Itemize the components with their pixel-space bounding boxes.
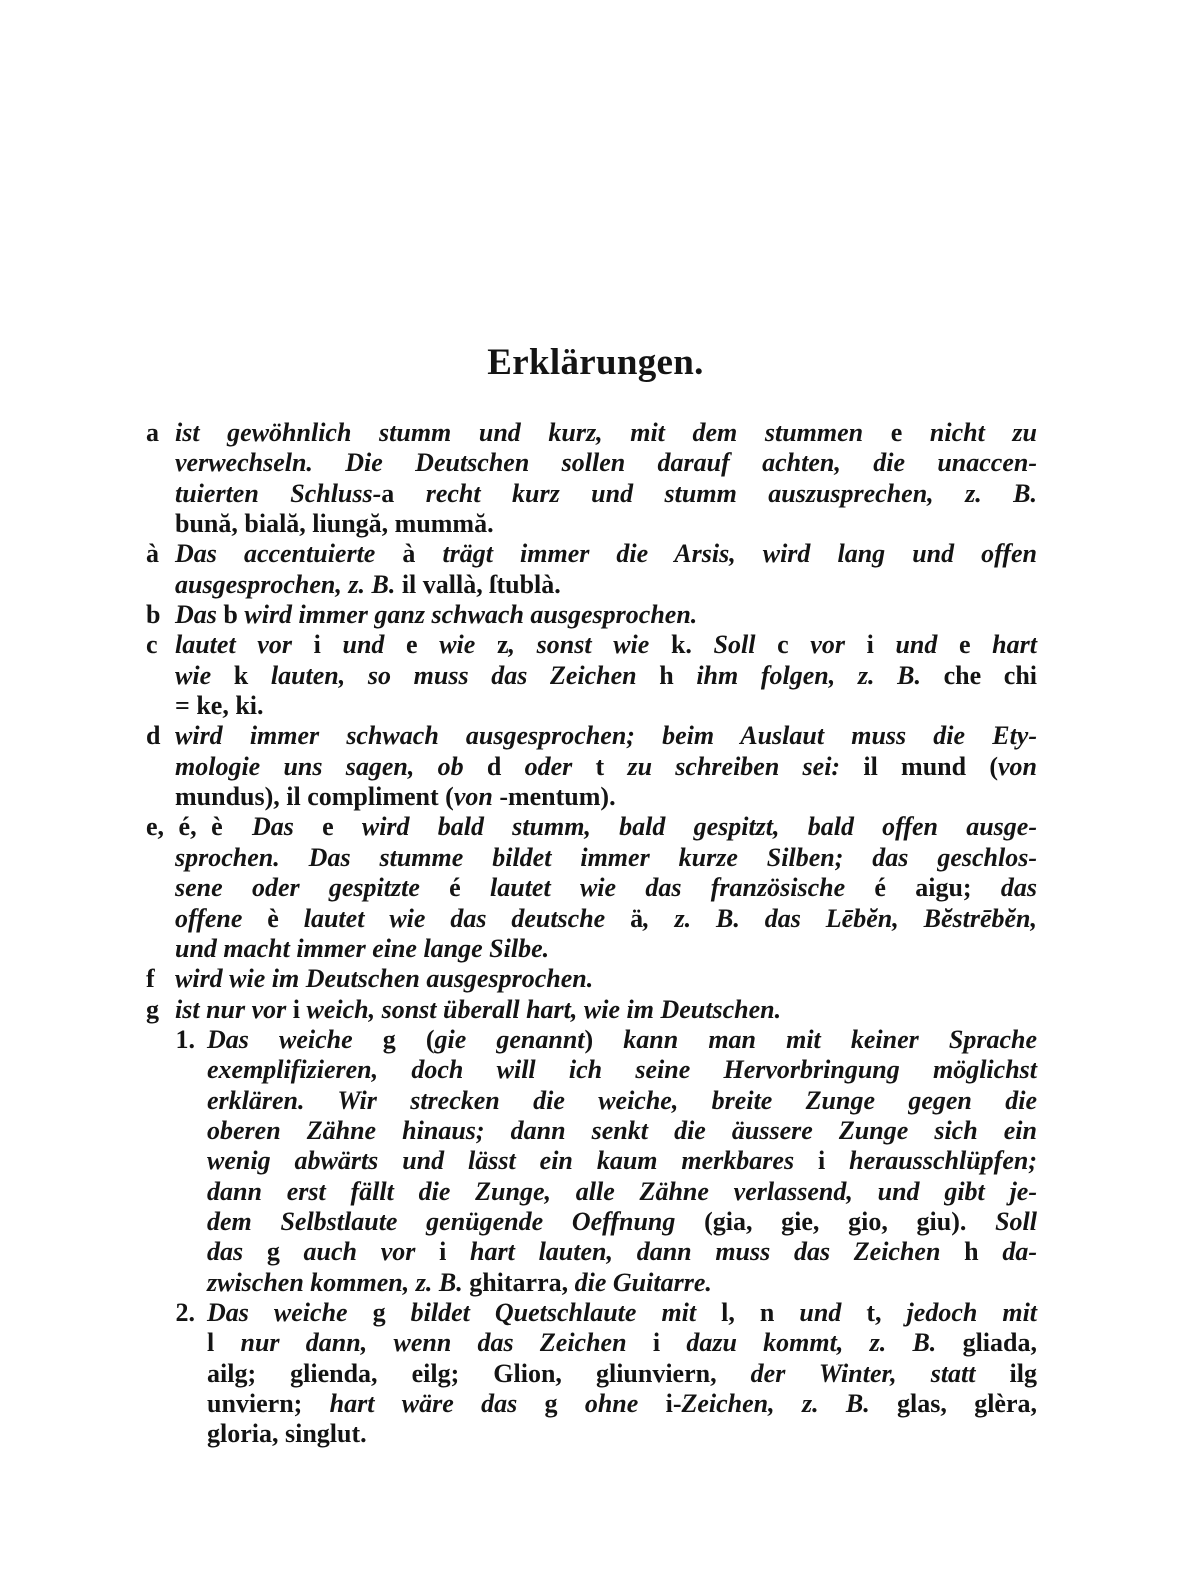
italic-text: ist gewöhnlich stumm und kurz, mit dem stummen [175, 418, 891, 447]
italic-text: recht kurz und stumm auszusprechen, z. B. [394, 478, 1038, 508]
italic-text: und [320, 630, 407, 660]
text-line [175, 752, 1037, 782]
text-row [0, 873, 1037, 903]
italic-text: bildet Quetschlaute mit [385, 1297, 722, 1327]
italic-text: trägt immer die Arsis, wird lang und offen [415, 539, 1038, 569]
text-line [207, 1146, 1037, 1176]
text-line [175, 721, 1037, 751]
italic-text: sene oder gespitzte [175, 873, 450, 903]
italic-text: , sonst wie [508, 630, 671, 660]
roman-text: t [595, 751, 605, 781]
text-row [0, 570, 1037, 600]
roman-text: che chi [920, 660, 1038, 690]
roman-text: g [372, 1297, 386, 1327]
italic-text: von [998, 751, 1037, 781]
text-line [207, 1086, 1037, 1116]
italic-text: und macht immer eine lange Silbe. [175, 933, 550, 963]
roman-text: i- [665, 1389, 682, 1418]
entry-label: à [146, 539, 159, 569]
italic-text: Das accentuierte [175, 539, 403, 569]
text-line [175, 691, 1037, 721]
text-line [175, 509, 1037, 539]
italic-text: ausgesprochen, z. B. [175, 569, 396, 599]
italic-text: sprochen. Das stumme bildet immer kurze Silben; das geschlos- [175, 842, 1037, 872]
roman-text: g [544, 1389, 558, 1418]
italic-text: Das weiche [207, 1024, 383, 1054]
roman-text: e [959, 630, 971, 660]
text-row [0, 782, 1037, 812]
text-line [207, 1207, 1037, 1237]
text-line [207, 1298, 1037, 1328]
italic-text: kann man mit keiner Sprache [593, 1024, 1037, 1054]
text-line [207, 1116, 1037, 1146]
text-row [0, 1389, 1037, 1419]
roman-text: i [866, 630, 874, 660]
entry-label: c [146, 630, 158, 660]
italic-text: dazu kommt, z. B. [660, 1328, 963, 1358]
text-line [207, 1025, 1037, 1055]
italic-text: wird immer ganz schwach ausgesprochen. [237, 600, 698, 630]
roman-text: -mentum). [492, 782, 616, 812]
italic-text: wird immer schwach ausgesprochen; beim Auslaut muss die Ety- [175, 721, 1037, 751]
dictionary-entry [0, 630, 1191, 721]
subitem-number: 1. [175, 1024, 195, 1054]
roman-text: l [207, 1328, 215, 1358]
roman-text: i [313, 630, 321, 660]
text-line [207, 1177, 1037, 1207]
roman-text: t, [866, 1297, 882, 1327]
roman-text: é aigu; [874, 873, 972, 903]
roman-text: mundus), il compliment ( [175, 782, 454, 812]
dictionary-entry [0, 600, 1191, 630]
roman-text: z [496, 630, 509, 660]
italic-text: tuierten Schluss- [175, 478, 382, 508]
italic-text: hart wäre das [302, 1389, 545, 1418]
roman-text: ilg [975, 1358, 1038, 1388]
italic-text: Soll [691, 630, 778, 660]
italic-text: hart [970, 630, 1037, 660]
italic-text: ohne [557, 1389, 666, 1418]
italic-text: gie genannt [434, 1024, 585, 1054]
text-line [175, 934, 1037, 964]
roman-text: ailg; glienda, eilg; Glion, gliunviern, [207, 1358, 717, 1388]
italic-text: Das [175, 600, 224, 630]
roman-text: h [964, 1237, 979, 1267]
roman-text: a [381, 478, 395, 508]
roman-text: d [486, 751, 502, 781]
text-line [175, 873, 1037, 903]
roman-text: bună, bială, liungă, mummă. [175, 509, 494, 539]
numbered-subitem [0, 1298, 1191, 1450]
italic-text: Das weiche [207, 1297, 373, 1327]
text-line [175, 843, 1037, 873]
roman-text: unviern; [207, 1389, 303, 1418]
roman-text: gliada, [962, 1328, 1037, 1358]
italic-text: ist nur vor [175, 994, 293, 1024]
roman-text: i [439, 1237, 447, 1267]
italic-text: jedoch mit [881, 1297, 1038, 1327]
page-title: Erklärungen. [487, 342, 704, 383]
italic-text: die Guitarre. [568, 1267, 712, 1297]
roman-text: g [266, 1237, 280, 1267]
roman-text: i [818, 1146, 826, 1176]
dictionary-entry [0, 418, 1191, 539]
italic-text: auch vor [279, 1237, 440, 1267]
entry-label: g [146, 994, 159, 1024]
italic-text: das [971, 873, 1037, 903]
numbered-subitem [0, 1025, 1191, 1298]
text-row [0, 1328, 1037, 1358]
text-line [175, 964, 1037, 994]
roman-text: (gia, gie, gio, giu). [704, 1206, 967, 1236]
italic-text: da- [978, 1237, 1037, 1267]
italic-text: ihm folgen, z. B. [673, 660, 921, 690]
text-row [0, 1298, 1037, 1328]
italic-text: verwechseln. Die Deutschen sollen darauf achten, die unaccen- [175, 448, 1037, 478]
italic-text: mologie uns sagen, ob [175, 751, 487, 781]
italic-text: Das [252, 812, 323, 842]
text-row [0, 479, 1037, 509]
text-row [0, 1177, 1037, 1207]
text-row [0, 1207, 1037, 1237]
text-row [0, 1086, 1037, 1116]
text-row [0, 995, 1037, 1025]
text-line [207, 1268, 1037, 1298]
italic-text: oder [501, 751, 596, 781]
text-row [0, 600, 1037, 630]
italic-text: das [207, 1237, 267, 1267]
roman-text: h [659, 660, 674, 690]
text-row [0, 1055, 1037, 1085]
dictionary-entry [0, 539, 1191, 600]
text-row [0, 418, 1037, 448]
italic-text: erklären. Wir strecken die weiche, breite Zunge gegen die [207, 1085, 1037, 1115]
text-line [175, 995, 1037, 1025]
text-row [0, 1419, 1037, 1449]
italic-text: Zeichen, z. B. [681, 1389, 870, 1418]
text-row [0, 1116, 1037, 1146]
roman-text: k. [670, 630, 692, 660]
italic-text: wie [417, 630, 497, 660]
italic-text: lautet wie das französische [460, 873, 875, 903]
text-row [0, 1268, 1037, 1298]
text-row [0, 1146, 1037, 1176]
italic-text: herausschlüpfen; [825, 1146, 1037, 1176]
italic-text: dann erst fällt die Zunge, alle Zähne verlassend, und gibt je- [207, 1176, 1037, 1206]
text-row [0, 448, 1037, 478]
text-row [0, 691, 1037, 721]
roman-text: e [406, 630, 418, 660]
italic-text: nur dann, wenn das Zeichen [214, 1328, 653, 1358]
text-row [0, 1359, 1037, 1389]
italic-text: lautet wie das deutsche [278, 903, 631, 933]
italic-text: hart lauten, dann muss das Zeichen [446, 1237, 965, 1267]
italic-text: zwischen kommen, z. B. [207, 1267, 470, 1297]
text-line [207, 1389, 1037, 1419]
roman-text: ghitarra, [469, 1267, 569, 1297]
subitem-number: 2. [175, 1297, 195, 1327]
dictionary-entry [0, 964, 1191, 994]
text-row [0, 721, 1037, 751]
text-line [175, 479, 1037, 509]
text-line [175, 418, 1037, 448]
italic-text: und [873, 630, 959, 660]
text-row [0, 964, 1037, 994]
entry-label: f [146, 964, 155, 994]
text-line [175, 782, 1037, 812]
roman-text: g ( [382, 1024, 435, 1054]
text-line [175, 600, 1037, 630]
italic-text: nicht zu [902, 418, 1037, 447]
text-row [0, 752, 1037, 782]
roman-text: i [652, 1328, 661, 1358]
italic-text: lauten, so muss das Zeichen [248, 660, 660, 690]
italic-text: und [774, 1297, 867, 1327]
entry-label: d [146, 721, 161, 751]
entry-label: a [146, 418, 159, 447]
dictionary-entry [0, 721, 1191, 812]
dictionary-entry [0, 995, 1191, 1450]
text-row [0, 843, 1037, 873]
text-row [0, 630, 1037, 660]
text-row [0, 812, 1037, 842]
text-row [0, 934, 1037, 964]
text-row [0, 1025, 1037, 1055]
roman-text: é [449, 873, 461, 903]
italic-text: vor [788, 630, 867, 660]
italic-text: weich, sonst überall hart, wie im Deutschen. [300, 994, 782, 1024]
roman-text: i [292, 994, 300, 1024]
italic-text: lautet vor [175, 630, 314, 660]
italic-text: wird bald stumm, bald gespitzt, bald offen ausge- [333, 812, 1037, 842]
italic-text: wenig abwärts und lässt ein kaum merkbares [207, 1146, 819, 1176]
text-row [0, 1237, 1037, 1267]
roman-text: ) [584, 1024, 594, 1054]
dictionary-entry [0, 812, 1191, 964]
text-row [0, 661, 1037, 691]
text-line [175, 904, 1037, 934]
text-line [252, 812, 1037, 842]
text-line [207, 1055, 1037, 1085]
text-line [175, 661, 1037, 691]
roman-text: il mund ( [863, 751, 998, 781]
roman-text: l, n [721, 1297, 775, 1327]
entry-label: b [146, 600, 161, 630]
text-line [207, 1419, 1037, 1449]
roman-text: b [223, 600, 238, 630]
roman-text: e [890, 418, 903, 447]
text-line [175, 448, 1037, 478]
roman-text: glas, glèra, [869, 1389, 1038, 1418]
explanations-body [0, 418, 1191, 1450]
italic-text: der Winter, statt [716, 1358, 976, 1388]
text-line [175, 570, 1037, 600]
entry-label: e, é, è [146, 812, 223, 842]
roman-text: c [777, 630, 789, 660]
italic-text: , z. B. das Lēbĕn, Bĕstrēbĕn, [643, 903, 1038, 933]
text-line [207, 1328, 1037, 1358]
roman-text: = ke, ki. [175, 691, 264, 721]
roman-text: k [233, 660, 249, 690]
italic-text: wird wie im Deutschen ausgesprochen. [175, 964, 594, 994]
roman-text: è [267, 903, 279, 933]
italic-text: von [453, 782, 493, 812]
text-row [0, 904, 1037, 934]
text-line [175, 630, 1037, 660]
roman-text: à [402, 539, 416, 569]
italic-text: exemplifizieren, doch will ich seine Hervorbringung möglichst [207, 1055, 1037, 1085]
text-row [0, 539, 1037, 569]
text-line [175, 539, 1037, 569]
text-row [0, 509, 1037, 539]
roman-text: gloria, singlut. [207, 1419, 367, 1449]
roman-text: ä [630, 903, 644, 933]
italic-text: oberen Zähne hinaus; dann senkt die äussere Zunge sich ein [207, 1115, 1037, 1145]
italic-text: offene [175, 903, 268, 933]
italic-text: Soll [966, 1206, 1037, 1236]
text-line [207, 1359, 1037, 1389]
roman-text: e [322, 812, 334, 842]
italic-text: dem Selbstlaute genügende Oeffnung [207, 1206, 705, 1236]
roman-text: il vallà, ſtublà. [395, 569, 561, 599]
italic-text: wie [175, 660, 234, 690]
text-line [207, 1237, 1037, 1267]
italic-text: zu schreiben sei: [604, 751, 864, 781]
